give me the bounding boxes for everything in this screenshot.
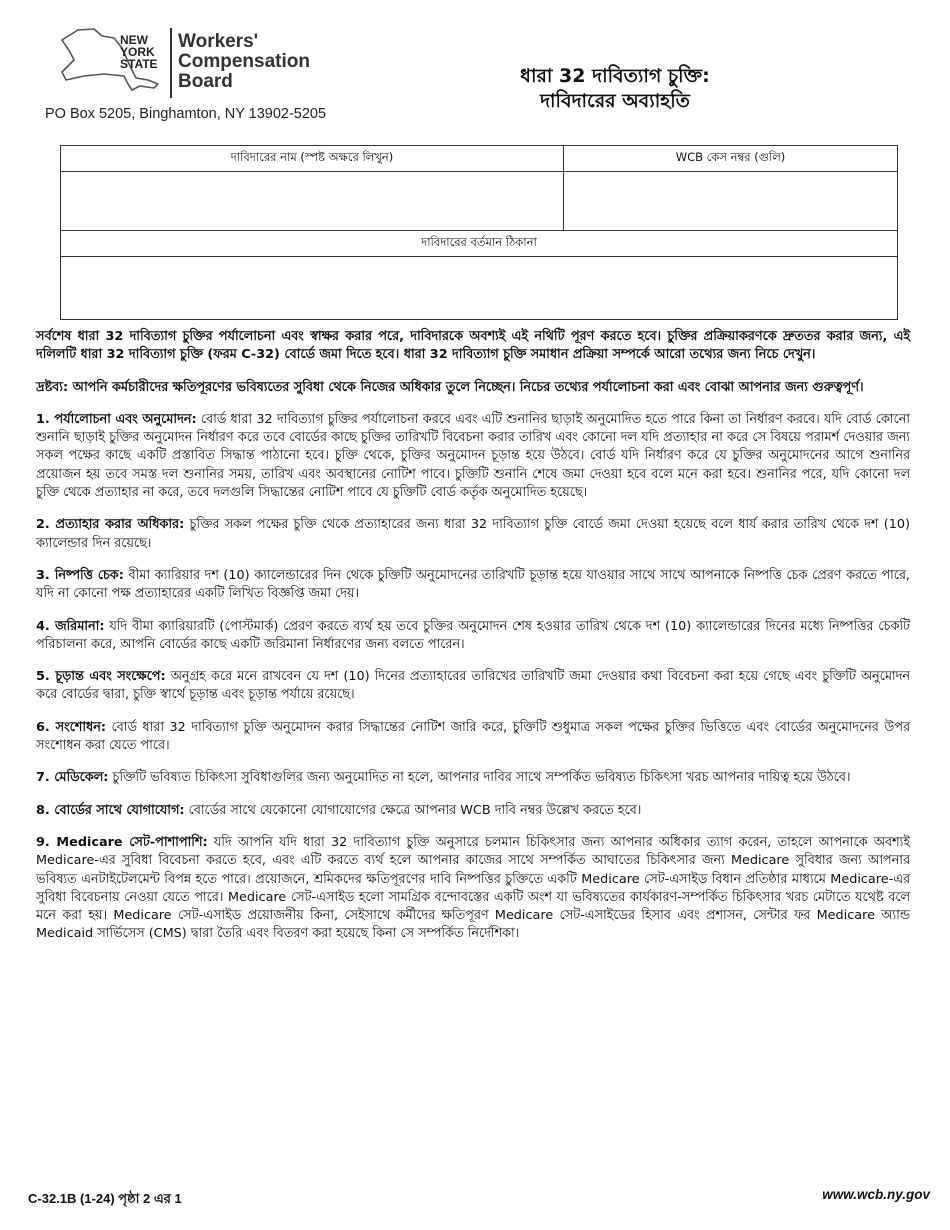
section-text: যদি আপনি যদি ধারা 32 দাবিত্যাগ চুক্তি অনুসারে চলমান চিকিৎসার জন্য আপনার অধিকার ত্যাগ করেন, তাহলে আপনাকে অবশ্যই Medicare-এর সুবিধা বিবেচনা করতে হবে, এবং এটি করতে ব্যর্থ হলে আপনার কাজের সাথে সম্পর্কিত আঘাতের চিকিৎসার জন্য Medicare সুবিধার জন্য আপনার ভবিষ্যত এনটাইটেলমেন্ট বিপন্ন হতে পারে। প্রয়োজনে, শ্রমিকদের ক্ষতিপূরণের দাবি নিষ্পত্তির চুক্তিতে একটি Medicare সেট-এসাইড বিধান প্রতিষ্ঠার মাধ্যমে Medicare-এর সুবিধা বিবেচনায় নেওয়া যেতে পারে। Medicare সেট-এসাইড হলো সামগ্রিক বন্দোবস্তের একটি অংশ যা ভবিষ্যতের কার্যকারণ-সম্পর্কিত চিকিৎসার খরচ মেটাতে যথেষ্ট বলে মনে করা হয়। Medicare সেট-এসাইড প্রয়োজনীয় কিনা, সেইসাথে কর্মীদের ক্ষতিপূরণ Medicare সেট-এসাইডের হিসাব এবং প্রশাসন, সেন্টার ফর Medicare অ্যান্ড Medicaid সার্ভিসেস (CMS) দ্বারা তৈরি এবং বিতরণ করা হয়েছে কিনা সে সম্পর্কিত নির্দেশিকা। (36, 834, 910, 942)
wcb-logo (44, 26, 324, 100)
section-5 (36, 668, 910, 705)
claimant-address-field[interactable] (61, 257, 898, 320)
section-2 (36, 516, 910, 553)
logo-state-text: NEW YORK STATE (120, 33, 158, 71)
claimant-name-field[interactable] (61, 172, 564, 231)
wcb-case-number-field[interactable] (564, 172, 898, 231)
claimant-name-label: দাবিদারের নাম (স্পষ্ট অক্ষরে লিখুন) (61, 146, 564, 172)
section-text: যদি বীমা ক্যারিয়ারটি (পোস্টমার্ক) প্রেরণ করতে ব্যর্থ হয় তবে চুক্তির অনুমোদন শেষ হওয়ার তারিখ থেকে দশ (10) ক্যালেন্ডারের দিনের মধ্যে নিষ্পত্তির চেকটি পরিচালনা করে, আপনি বোর্ডের কাছে একটি জরিমানা নির্ধারণের জন্য বলতে পারেন। (36, 618, 910, 652)
section-4 (36, 618, 910, 655)
section-3 (36, 567, 910, 604)
section-heading: 7. মেডিকেল: (36, 770, 109, 786)
section-text: চুক্তির সকল পক্ষের চুক্তি থেকে প্রত্যাহারের জন্য ধারা 32 দাবিত্যাগ চুক্তি বোর্ডে জমা দেওয়া হয়েছে বলে ধার্য করার তারিখ থেকে দশ (10) ক্যালেন্ডার দিন রয়েছে। (36, 517, 910, 551)
note-paragraph: দ্রষ্টব্য: আপনি কর্মচারীদের ক্ষতিপূরণের ভবিষ্যতের সুবিধা থেকে নিজের অধিকার তুলে নিচ্ছেন। নিচের তথ্যের পর্যালোচনা করা এবং বোঝা আপনার জন্য গুরুত্বপূর্ণ। (36, 379, 864, 395)
section-7 (36, 769, 910, 787)
section-text: বোর্ড ধারা 32 দাবিত্যাগ চুক্তির পর্যালোচনা করবে এবং এটি শুনানির ছাড়াই অনুমোদিত হতে পারে কিনা তা নির্ধারণ করবে। যদি বোর্ড কোনো শুনানি ছাড়াই চুক্তির অনুমোদন নির্ধারণ করে তবে বোর্ডের কাছে চুক্তির তারিখটি বিবেচনা করার তারিখ এবং কোনো দল যদি প্রত্যাহার না করে সে বিষয়ে পরামর্শ দেওয়ার জন্য সকল পক্ষের কাছে একটি প্রস্তাবিত সিদ্ধান্ত পাঠানো হবে। চুক্তি থেকে, চুক্তির অনুমোদন চূড়ান্ত হয়ে উঠবে। বোর্ড যদি নির্ধারণ করে যে চুক্তির অনুমোদনের আগে শুনানির প্রয়োজন হয় তবে সমস্ত দল শুনানির সময়, তারিখ এবং অবস্থানের নোটিশ পাবে। চুক্তিটি শুনানি শেষে জমা দেওয়া হবে বলে মনে করা হবে। শুনানির পরে, যদি কোনো দল চুক্তি থেকে প্রত্যাহার না করে, তবে দলগুলি সিদ্ধান্তের নোটিশ পাবে যে চুক্তিটি বোর্ড কর্তৃক অনুমোদিত হয়েছে। (36, 411, 910, 501)
wcb-case-label: WCB কেস নম্বর (গুলি) (564, 146, 898, 172)
intro-paragraph: সর্বশেষ ধারা 32 দাবিত্যাগ চুক্তির পর্যালোচনা এবং স্বাক্ষর করার পরে, দাবিদারকে অবশ্যই এই নথিটি পূরণ করতে হবে। চুক্তির প্রক্রিয়াকরণকে দ্রুততর করার জন্য, এই দলিলটি ধারা 32 দাবিত্যাগ চুক্তি (ফরম C-32) বোর্ডে জমা দিতে হবে। ধারা 32 দাবিত্যাগ চুক্তি সমাধান প্রক্রিয়া সম্পর্কে আরো তথ্যের জন্য নিচে দেখুন। (36, 329, 910, 363)
section-heading: 5. চূড়ান্ত এবং সংক্ষেপে: (36, 669, 166, 685)
logo-divider (170, 28, 172, 98)
section-8 (36, 802, 910, 820)
document-body (36, 328, 910, 958)
section-text: বীমা ক্যারিয়ার দশ (10) ক্যালেন্ডারের দিন থেকে চুক্তিটি অনুমোদনের তারিখটি চূড়ান্ত হয়ে যাওয়ার সাথে সাথে আপনাকে নিষ্পত্তি চেক প্রেরণ করতে পারে, যদি না কোনো পক্ষ প্রত্যাহারের একটি লিখিত বিজ্ঞপ্তি জমা দেয়। (36, 567, 911, 602)
section-heading: 8. বোর্ডের সাথে যোগাযোগ: (36, 802, 185, 818)
website-link[interactable]: www.wcb.ny.gov (822, 1187, 930, 1202)
section-text: বোর্ড ধারা 32 দাবিত্যাগ চুক্তি অনুমোদন করার সিদ্ধান্তের নোটিশ জারি করে, চুক্তিটি শুধুমাত্র সকল পক্ষের চুক্তির ভিত্তিতে এবং বোর্ডের অনুমোদনের উপর সংশোধন করা যেতে পারে। (36, 719, 910, 754)
section-9 (36, 834, 910, 944)
section-6 (36, 719, 910, 756)
page-title: ধারা 32 দাবিত্যাগ চুক্তি: দাবিদারের অব্যাহতি (520, 65, 710, 112)
claimant-address-label: দাবিদারের বর্তমান ঠিকানা (61, 231, 898, 257)
section-heading: 4. জরিমানা: (36, 618, 105, 634)
section-heading: 2. প্রত্যাহার করার অধিকার: (36, 517, 185, 533)
section-text: বোর্ডের সাথে যেকোনো যোগাযোগের ক্ষেত্রে আপনার WCB দাবি নম্বর উল্লেখ করতে হবে। (184, 802, 642, 818)
section-heading: 9. Medicare সেট-পাশাপাশি: (36, 834, 208, 850)
section-1 (36, 411, 910, 502)
board-address: PO Box 5205, Binghamton, NY 13902-5205 (45, 106, 327, 122)
logo-org-name: Workers' Compensation Board (178, 31, 310, 92)
section-text: অনুগ্রহ করে মনে রাখবেন যে দশ (10) দিনের প্রত্যাহারের তারিখের তারিখটি জমা দেওয়ার কথা বিবেচনা করা হয়ে গেছে এবং চুক্তিটি অনুমোদন করে বোর্ডের দ্বারা, চুক্তি স্বার্থে চূড়ান্ত এবং চূড়ান্ত পর্যায়ে রয়েছে। (36, 669, 910, 703)
section-text: চুক্তিটি ভবিষ্যত চিকিৎসা সুবিধাগুলির জন্য অনুমোদিত না হলে, আপনার দাবির সাথে সম্পর্কিত ভবিষ্যত চিকিৎসা খরচ আপনার দায়িত্ব হয়ে উঠবে। (108, 770, 851, 786)
claimant-info-form (60, 145, 898, 320)
form-id: C-32.1B (1-24) পৃষ্ঠা 2 এর 1 (28, 1191, 182, 1206)
section-heading: 3. নিষ্পত্তি চেক: (36, 567, 124, 583)
section-heading: 1. পর্যালোচনা এবং অনুমোদন: (36, 411, 197, 427)
section-heading: 6. সংশোধন: (36, 719, 106, 735)
